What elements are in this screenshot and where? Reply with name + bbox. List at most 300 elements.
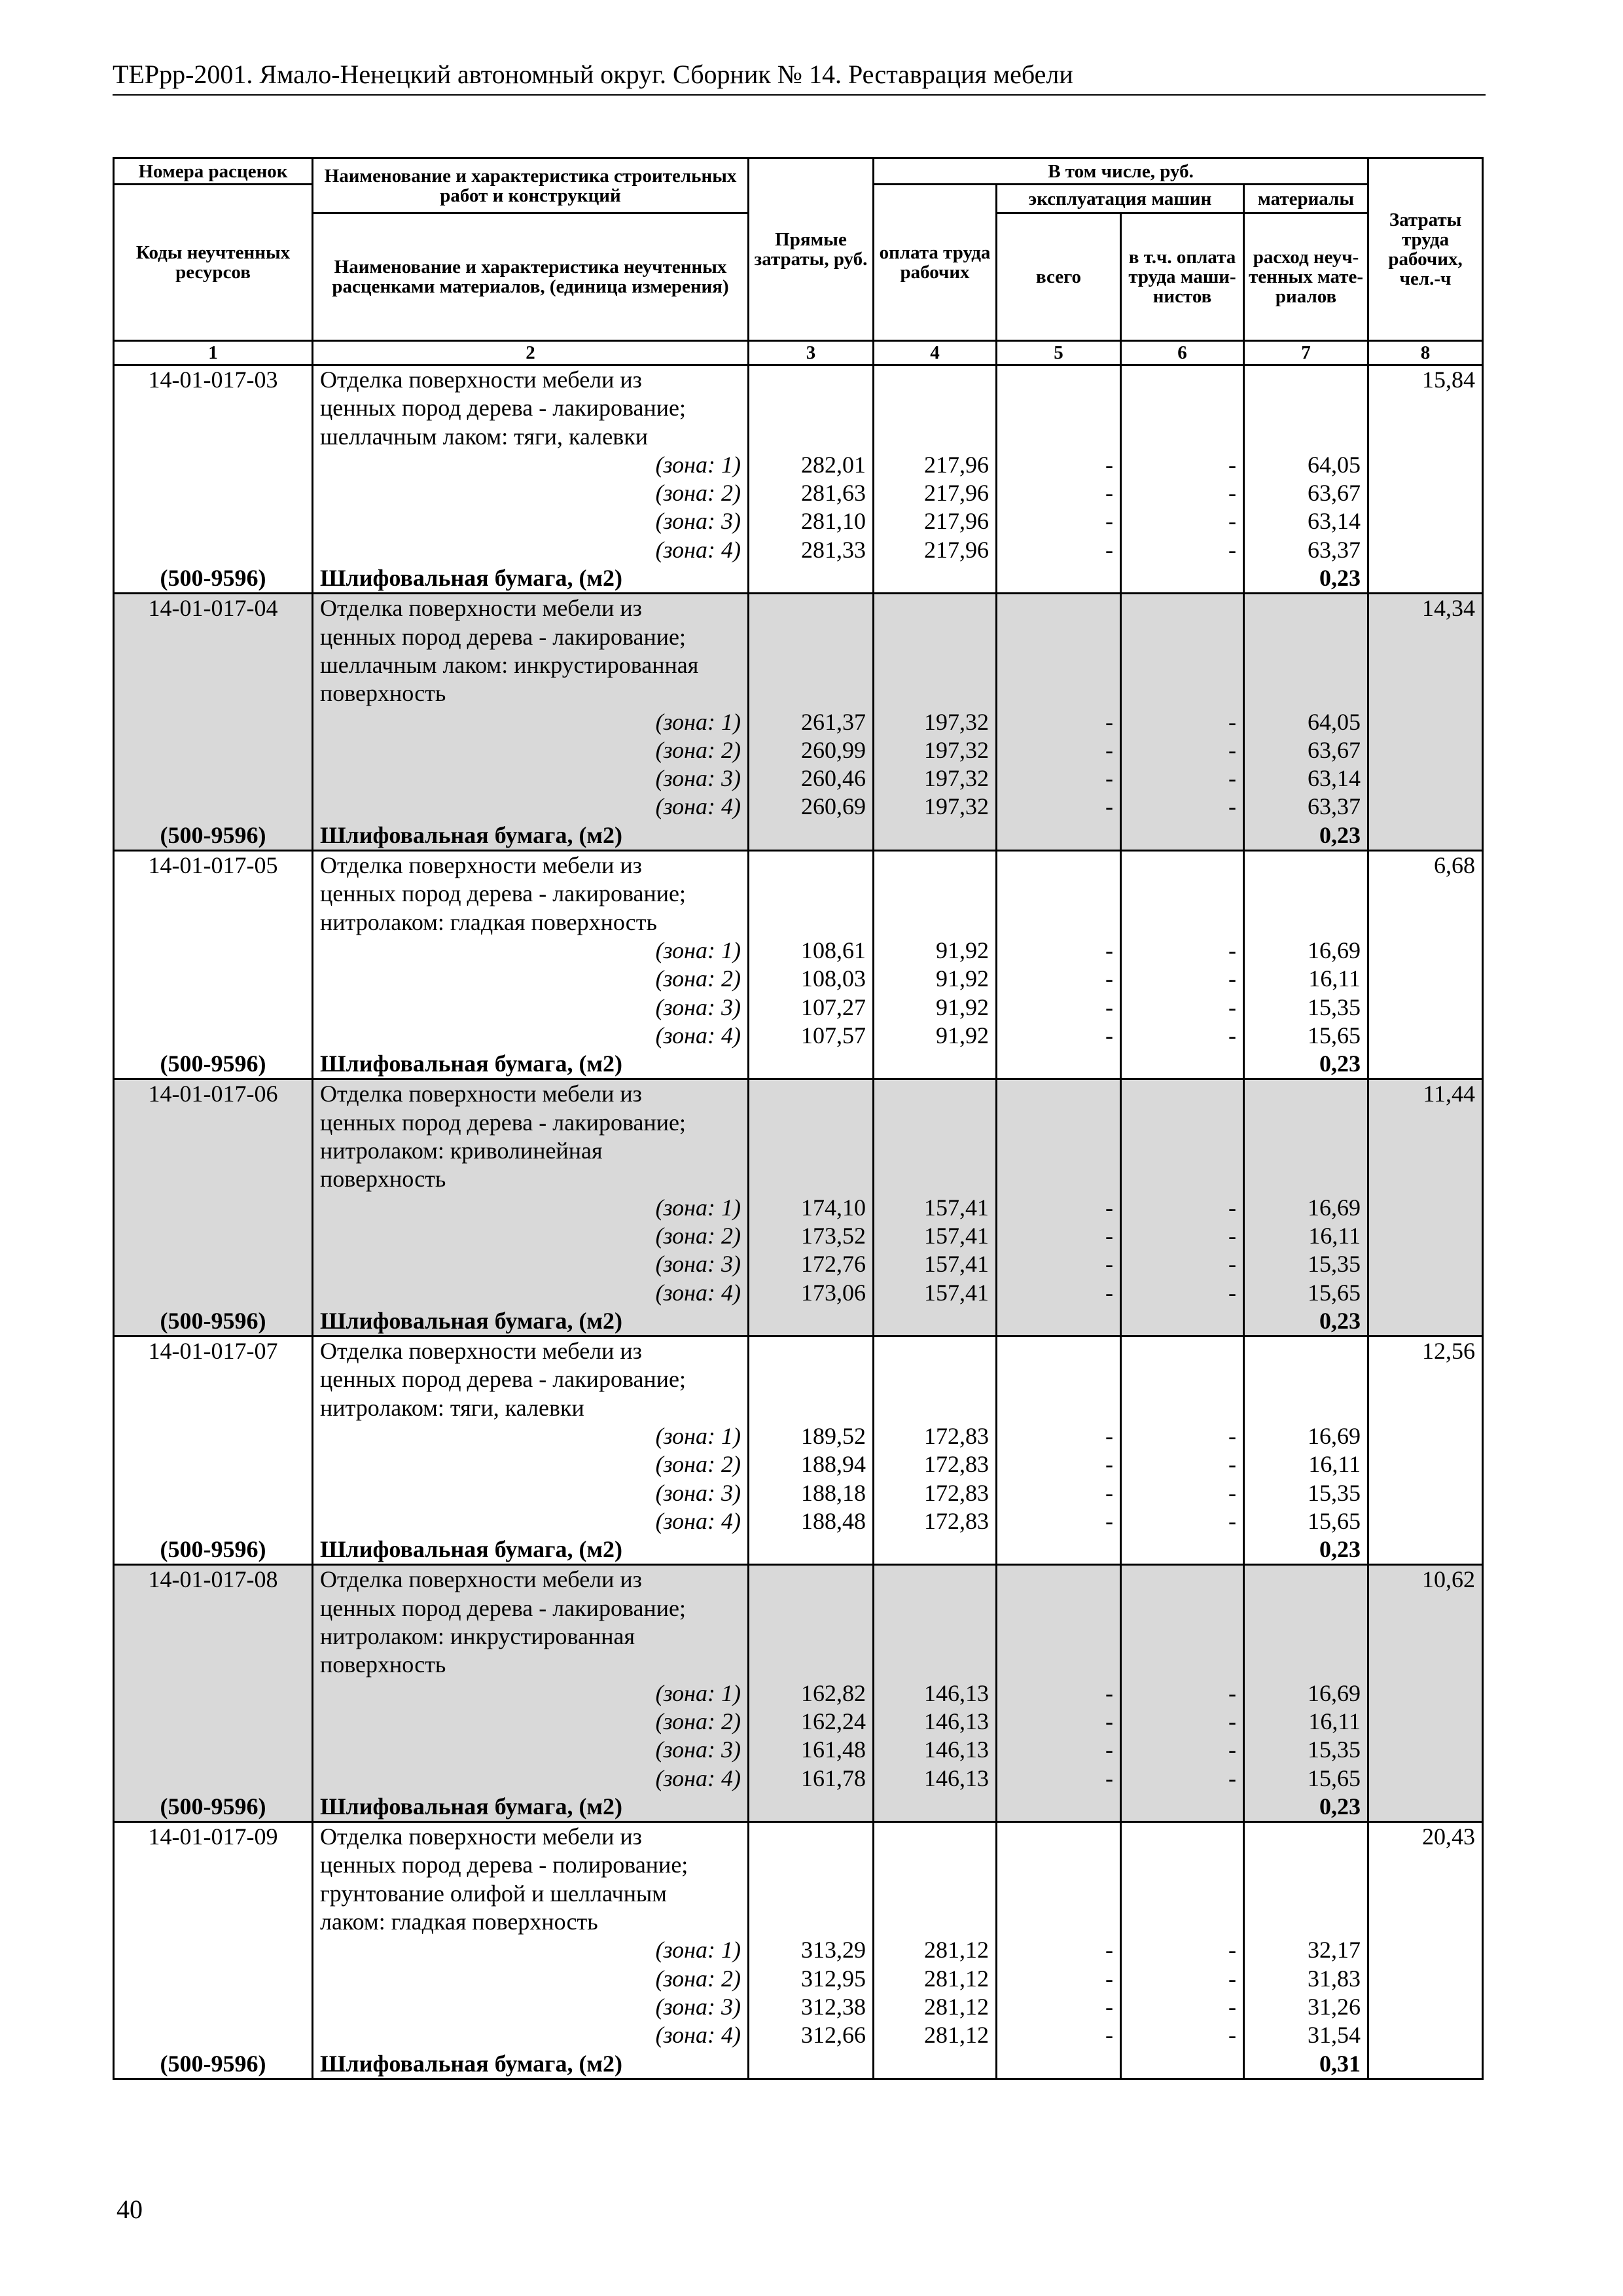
- material-name: Шлифовальная бумага, (м2): [313, 564, 749, 594]
- zone-row: [114, 1736, 1483, 1764]
- col-number: 1: [114, 341, 313, 365]
- machine-total-value: -: [997, 1993, 1121, 2021]
- empty-cell: [997, 394, 1121, 422]
- empty-cell: [114, 1965, 313, 1993]
- empty-cell: [997, 1137, 1121, 1165]
- zone-label: (зона: 4): [313, 793, 749, 821]
- rate-code-row: [114, 365, 1483, 395]
- empty-cell: [874, 1109, 997, 1137]
- machine-total-value: -: [997, 2021, 1121, 2049]
- empty-cell: [997, 1050, 1121, 1079]
- head-materials: материалы: [1244, 185, 1368, 213]
- empty-cell: [114, 1594, 313, 1623]
- empty-cell: [1368, 679, 1483, 708]
- empty-cell: [749, 1307, 874, 1336]
- rate-desc-row: [114, 1594, 1483, 1623]
- empty-cell: [874, 821, 997, 851]
- empty-cell: [114, 1651, 313, 1679]
- empty-cell: [1368, 2050, 1483, 2079]
- empty-cell: [114, 451, 313, 479]
- machinist-wages-value: -: [1121, 1194, 1244, 1222]
- empty-cell: [749, 1336, 874, 1366]
- machinist-wages-value: -: [1121, 764, 1244, 793]
- empty-cell: [874, 623, 997, 651]
- labor-cost: 10,62: [1368, 1565, 1483, 1594]
- rate-description-line: шеллачным лаком: тяги, калевки: [313, 423, 749, 451]
- empty-cell: [1244, 880, 1368, 908]
- rate-block: [114, 851, 1483, 1079]
- material-row: [114, 564, 1483, 594]
- empty-cell: [1121, 1165, 1244, 1193]
- col-number: 5: [997, 341, 1121, 365]
- empty-cell: [749, 1594, 874, 1623]
- machinist-wages-value: -: [1121, 2021, 1244, 2049]
- empty-cell: [1244, 1365, 1368, 1393]
- labor-wages-value: 197,32: [874, 764, 997, 793]
- empty-cell: [997, 679, 1121, 708]
- empty-cell: [997, 1651, 1121, 1679]
- rate-description-line: Отделка поверхности мебели из: [313, 1822, 749, 1852]
- rate-block: [114, 594, 1483, 851]
- empty-cell: [874, 1880, 997, 1908]
- labor-wages-value: 197,32: [874, 708, 997, 736]
- zone-row: [114, 1765, 1483, 1793]
- empty-cell: [1244, 1594, 1368, 1623]
- materials-value: 63,14: [1244, 507, 1368, 535]
- labor-wages-value: 157,41: [874, 1279, 997, 1307]
- empty-cell: [1121, 1394, 1244, 1422]
- empty-cell: [1121, 1137, 1244, 1165]
- material-code: (500-9596): [114, 1050, 313, 1079]
- empty-cell: [114, 679, 313, 708]
- empty-cell: [997, 623, 1121, 651]
- labor-cost: 11,44: [1368, 1079, 1483, 1109]
- rate-code: 14-01-017-04: [114, 594, 313, 623]
- empty-cell: [749, 880, 874, 908]
- labor-wages-value: 146,13: [874, 1679, 997, 1708]
- empty-cell: [1368, 1993, 1483, 2021]
- direct-costs-value: 162,82: [749, 1679, 874, 1708]
- direct-costs-value: 161,48: [749, 1736, 874, 1764]
- zone-row: [114, 793, 1483, 821]
- zone-label: (зона: 3): [313, 1736, 749, 1764]
- rate-desc-row: [114, 651, 1483, 679]
- zone-row: [114, 1965, 1483, 1993]
- machine-total-value: -: [997, 1936, 1121, 1964]
- empty-cell: [1368, 564, 1483, 594]
- empty-cell: [114, 908, 313, 937]
- empty-cell: [114, 1736, 313, 1764]
- rate-description-line: ценных пород дерева - лакирование;: [313, 880, 749, 908]
- empty-cell: [1368, 1422, 1483, 1450]
- empty-cell: [1121, 1651, 1244, 1679]
- direct-costs-value: 173,06: [749, 1279, 874, 1307]
- direct-costs-value: 108,61: [749, 937, 874, 965]
- empty-cell: [874, 1535, 997, 1565]
- empty-cell: [1368, 1736, 1483, 1764]
- empty-cell: [874, 365, 997, 395]
- empty-cell: [1368, 1679, 1483, 1708]
- empty-cell: [1368, 908, 1483, 937]
- empty-cell: [997, 1307, 1121, 1336]
- zone-label: (зона: 1): [313, 708, 749, 736]
- machinist-wages-value: -: [1121, 1993, 1244, 2021]
- labor-wages-value: 157,41: [874, 1194, 997, 1222]
- machinist-wages-value: -: [1121, 451, 1244, 479]
- machinist-wages-value: -: [1121, 1679, 1244, 1708]
- empty-cell: [874, 1137, 997, 1165]
- material-row: [114, 1535, 1483, 1565]
- empty-cell: [1121, 1307, 1244, 1336]
- empty-cell: [749, 365, 874, 395]
- labor-cost: 14,34: [1368, 594, 1483, 623]
- empty-cell: [1244, 908, 1368, 937]
- labor-wages-value: 281,12: [874, 1965, 997, 1993]
- labor-wages-value: 172,83: [874, 1507, 997, 1535]
- empty-cell: [749, 1165, 874, 1193]
- empty-cell: [874, 679, 997, 708]
- machinist-wages-value: -: [1121, 1708, 1244, 1736]
- material-row: [114, 2050, 1483, 2079]
- empty-cell: [1244, 1908, 1368, 1936]
- empty-cell: [1368, 1535, 1483, 1565]
- rate-description-line: ценных пород дерева - лакирование;: [313, 1594, 749, 1623]
- empty-cell: [1121, 1851, 1244, 1879]
- empty-cell: [749, 1651, 874, 1679]
- machine-total-value: -: [997, 708, 1121, 736]
- rate-description-line: Отделка поверхности мебели из: [313, 365, 749, 395]
- empty-cell: [997, 1394, 1121, 1422]
- direct-costs-value: 313,29: [749, 1936, 874, 1964]
- empty-cell: [874, 1079, 997, 1109]
- empty-cell: [1368, 1137, 1483, 1165]
- empty-cell: [1244, 1109, 1368, 1137]
- zone-row: [114, 965, 1483, 993]
- empty-cell: [1244, 1336, 1368, 1366]
- direct-costs-value: 260,69: [749, 793, 874, 821]
- zone-label: (зона: 1): [313, 937, 749, 965]
- materials-value: 31,83: [1244, 1965, 1368, 1993]
- empty-cell: [874, 423, 997, 451]
- head-unaccounted-materials: расход неуч-тенных мате-риалов: [1244, 213, 1368, 341]
- empty-cell: [1368, 1365, 1483, 1393]
- empty-cell: [874, 1365, 997, 1393]
- empty-cell: [1368, 821, 1483, 851]
- machine-total-value: -: [997, 1736, 1121, 1764]
- empty-cell: [114, 1479, 313, 1507]
- machinist-wages-value: -: [1121, 708, 1244, 736]
- empty-cell: [874, 651, 997, 679]
- rate-description-line: ценных пород дерева - лакирование;: [313, 1365, 749, 1393]
- empty-cell: [114, 1993, 313, 2021]
- empty-cell: [1368, 937, 1483, 965]
- empty-cell: [749, 1050, 874, 1079]
- empty-cell: [749, 1880, 874, 1908]
- empty-cell: [997, 423, 1121, 451]
- zone-row: [114, 536, 1483, 564]
- materials-value: 64,05: [1244, 451, 1368, 479]
- machinist-wages-value: -: [1121, 736, 1244, 764]
- zone-row: [114, 1679, 1483, 1708]
- material-code: (500-9596): [114, 1535, 313, 1565]
- empty-cell: [1121, 651, 1244, 679]
- machinist-wages-value: -: [1121, 1736, 1244, 1764]
- empty-cell: [997, 564, 1121, 594]
- materials-value: 16,69: [1244, 1194, 1368, 1222]
- labor-wages-value: 172,83: [874, 1422, 997, 1450]
- empty-cell: [1121, 2050, 1244, 2079]
- empty-cell: [874, 1050, 997, 1079]
- empty-cell: [114, 536, 313, 564]
- rate-desc-row: [114, 880, 1483, 908]
- empty-cell: [749, 1394, 874, 1422]
- labor-wages-value: 91,92: [874, 994, 997, 1022]
- material-row: [114, 821, 1483, 851]
- machinist-wages-value: -: [1121, 479, 1244, 507]
- empty-cell: [1244, 1822, 1368, 1852]
- rate-desc-row: [114, 423, 1483, 451]
- rate-code-row: [114, 1565, 1483, 1594]
- rate-desc-row: [114, 908, 1483, 937]
- empty-cell: [749, 651, 874, 679]
- empty-cell: [749, 851, 874, 880]
- material-name: Шлифовальная бумага, (м2): [313, 2050, 749, 2079]
- empty-cell: [114, 1109, 313, 1137]
- rate-desc-row: [114, 1109, 1483, 1137]
- rate-code-row: [114, 1336, 1483, 1366]
- empty-cell: [1121, 908, 1244, 937]
- labor-wages-value: 281,12: [874, 1993, 997, 2021]
- rate-code-row: [114, 1079, 1483, 1109]
- machine-total-value: -: [997, 736, 1121, 764]
- machinist-wages-value: -: [1121, 1422, 1244, 1450]
- empty-cell: [749, 423, 874, 451]
- direct-costs-value: 107,27: [749, 994, 874, 1022]
- materials-value: 15,65: [1244, 1279, 1368, 1307]
- machine-total-value: -: [997, 1708, 1121, 1736]
- empty-cell: [749, 594, 874, 623]
- empty-cell: [1121, 564, 1244, 594]
- empty-cell: [1368, 1594, 1483, 1623]
- material-name: Шлифовальная бумага, (м2): [313, 1050, 749, 1079]
- labor-wages-value: 281,12: [874, 2021, 997, 2049]
- direct-costs-value: 188,18: [749, 1479, 874, 1507]
- empty-cell: [749, 1793, 874, 1822]
- machinist-wages-value: -: [1121, 1765, 1244, 1793]
- empty-cell: [1368, 1765, 1483, 1793]
- labor-wages-value: 91,92: [874, 965, 997, 993]
- machinist-wages-value: -: [1121, 1450, 1244, 1479]
- empty-cell: [874, 851, 997, 880]
- rate-desc-row: [114, 1851, 1483, 1879]
- zone-row: [114, 1279, 1483, 1307]
- empty-cell: [874, 1822, 997, 1852]
- zone-label: (зона: 3): [313, 764, 749, 793]
- materials-value: 63,14: [1244, 764, 1368, 793]
- empty-cell: [1121, 1535, 1244, 1565]
- zone-label: (зона: 2): [313, 736, 749, 764]
- empty-cell: [874, 564, 997, 594]
- labor-wages-value: 197,32: [874, 736, 997, 764]
- empty-cell: [749, 1137, 874, 1165]
- empty-cell: [1368, 994, 1483, 1022]
- machine-total-value: -: [997, 1765, 1121, 1793]
- head-rate-numbers: Номера расценок: [114, 158, 313, 185]
- empty-cell: [749, 1851, 874, 1879]
- machine-total-value: -: [997, 1194, 1121, 1222]
- empty-cell: [997, 1336, 1121, 1366]
- machine-total-value: -: [997, 1022, 1121, 1050]
- rate-code: 14-01-017-03: [114, 365, 313, 395]
- materials-value: 15,65: [1244, 1765, 1368, 1793]
- zone-label: (зона: 4): [313, 1279, 749, 1307]
- empty-cell: [997, 2050, 1121, 2079]
- empty-cell: [1368, 1908, 1483, 1936]
- empty-cell: [1368, 1165, 1483, 1193]
- zone-label: (зона: 4): [313, 1507, 749, 1535]
- empty-cell: [1368, 1507, 1483, 1535]
- rate-desc-row: [114, 679, 1483, 708]
- direct-costs-value: 189,52: [749, 1422, 874, 1450]
- zone-row: [114, 708, 1483, 736]
- empty-cell: [749, 1908, 874, 1936]
- materials-value: 16,69: [1244, 1679, 1368, 1708]
- empty-cell: [1121, 851, 1244, 880]
- machine-total-value: -: [997, 1222, 1121, 1250]
- zone-label: (зона: 1): [313, 1679, 749, 1708]
- direct-costs-value: 188,48: [749, 1507, 874, 1535]
- empty-cell: [1368, 965, 1483, 993]
- empty-cell: [114, 423, 313, 451]
- rate-code: 14-01-017-05: [114, 851, 313, 880]
- empty-cell: [1121, 423, 1244, 451]
- materials-value: 16,69: [1244, 1422, 1368, 1450]
- head-resource-codes: Коды неучтенных ресурсов: [114, 185, 313, 341]
- zone-label: (зона: 4): [313, 1765, 749, 1793]
- col-number: 8: [1368, 341, 1483, 365]
- material-name: Шлифовальная бумага, (м2): [313, 1307, 749, 1336]
- empty-cell: [749, 1109, 874, 1137]
- empty-cell: [874, 2050, 997, 2079]
- rate-description-line: Отделка поверхности мебели из: [313, 1079, 749, 1109]
- machine-total-value: -: [997, 1479, 1121, 1507]
- empty-cell: [749, 1535, 874, 1565]
- empty-cell: [1368, 1109, 1483, 1137]
- zone-label: (зона: 2): [313, 1708, 749, 1736]
- empty-cell: [114, 623, 313, 651]
- rate-description-line: ценных пород дерева - лакирование;: [313, 394, 749, 422]
- empty-cell: [1121, 594, 1244, 623]
- empty-cell: [114, 1165, 313, 1193]
- material-code: (500-9596): [114, 564, 313, 594]
- zone-label: (зона: 1): [313, 1936, 749, 1964]
- empty-cell: [997, 880, 1121, 908]
- empty-cell: [1121, 1880, 1244, 1908]
- empty-cell: [997, 651, 1121, 679]
- empty-cell: [114, 1022, 313, 1050]
- materials-value: 16,69: [1244, 937, 1368, 965]
- machine-total-value: -: [997, 764, 1121, 793]
- empty-cell: [1244, 365, 1368, 395]
- empty-cell: [997, 821, 1121, 851]
- empty-cell: [1244, 651, 1368, 679]
- labor-cost: 15,84: [1368, 365, 1483, 395]
- materials-value: 16,11: [1244, 1222, 1368, 1250]
- machine-total-value: -: [997, 1679, 1121, 1708]
- direct-costs-value: 107,57: [749, 1022, 874, 1050]
- empty-cell: [114, 880, 313, 908]
- zone-row: [114, 1194, 1483, 1222]
- rate-description-line: Отделка поверхности мебели из: [313, 594, 749, 623]
- zone-label: (зона: 3): [313, 1479, 749, 1507]
- rate-desc-row: [114, 1908, 1483, 1936]
- labor-cost: 20,43: [1368, 1822, 1483, 1852]
- labor-cost: 6,68: [1368, 851, 1483, 880]
- empty-cell: [1368, 1793, 1483, 1822]
- labor-wages-value: 217,96: [874, 536, 997, 564]
- empty-cell: [114, 1507, 313, 1535]
- empty-cell: [874, 1908, 997, 1936]
- empty-cell: [1121, 880, 1244, 908]
- material-quantity: 0,31: [1244, 2050, 1368, 2079]
- machine-total-value: -: [997, 1450, 1121, 1479]
- labor-cost: 12,56: [1368, 1336, 1483, 1366]
- empty-cell: [114, 994, 313, 1022]
- direct-costs-value: 261,37: [749, 708, 874, 736]
- empty-cell: [1368, 1194, 1483, 1222]
- empty-cell: [1368, 1479, 1483, 1507]
- empty-cell: [874, 1565, 997, 1594]
- rate-desc-row: [114, 1623, 1483, 1651]
- material-code: (500-9596): [114, 1793, 313, 1822]
- head-machine-operation: эксплуатация машин: [997, 185, 1244, 213]
- empty-cell: [114, 1137, 313, 1165]
- materials-value: 15,35: [1244, 1736, 1368, 1764]
- empty-cell: [1368, 651, 1483, 679]
- direct-costs-value: 312,66: [749, 2021, 874, 2049]
- materials-value: 15,65: [1244, 1022, 1368, 1050]
- direct-costs-value: 260,99: [749, 736, 874, 764]
- empty-cell: [1244, 1079, 1368, 1109]
- empty-cell: [1121, 1109, 1244, 1137]
- machine-total-value: -: [997, 793, 1121, 821]
- zone-row: [114, 1993, 1483, 2021]
- machinist-wages-value: -: [1121, 507, 1244, 535]
- zone-row: [114, 451, 1483, 479]
- materials-value: 63,67: [1244, 479, 1368, 507]
- zone-row: [114, 1450, 1483, 1479]
- machinist-wages-value: -: [1121, 536, 1244, 564]
- direct-costs-value: 260,46: [749, 764, 874, 793]
- rate-code: 14-01-017-06: [114, 1079, 313, 1109]
- machine-total-value: -: [997, 1965, 1121, 1993]
- empty-cell: [1121, 1908, 1244, 1936]
- empty-cell: [1368, 1050, 1483, 1079]
- machine-total-value: -: [997, 536, 1121, 564]
- empty-cell: [114, 1394, 313, 1422]
- col-number: 7: [1244, 341, 1368, 365]
- empty-cell: [1121, 394, 1244, 422]
- rate-description-line: нитролаком: тяги, калевки: [313, 1394, 749, 1422]
- empty-cell: [997, 1109, 1121, 1137]
- empty-cell: [1368, 1880, 1483, 1908]
- labor-wages-value: 157,41: [874, 1222, 997, 1250]
- rate-desc-row: [114, 394, 1483, 422]
- labor-wages-value: 172,83: [874, 1450, 997, 1479]
- empty-cell: [749, 564, 874, 594]
- direct-costs-value: 312,38: [749, 1993, 874, 2021]
- labor-wages-value: 157,41: [874, 1250, 997, 1278]
